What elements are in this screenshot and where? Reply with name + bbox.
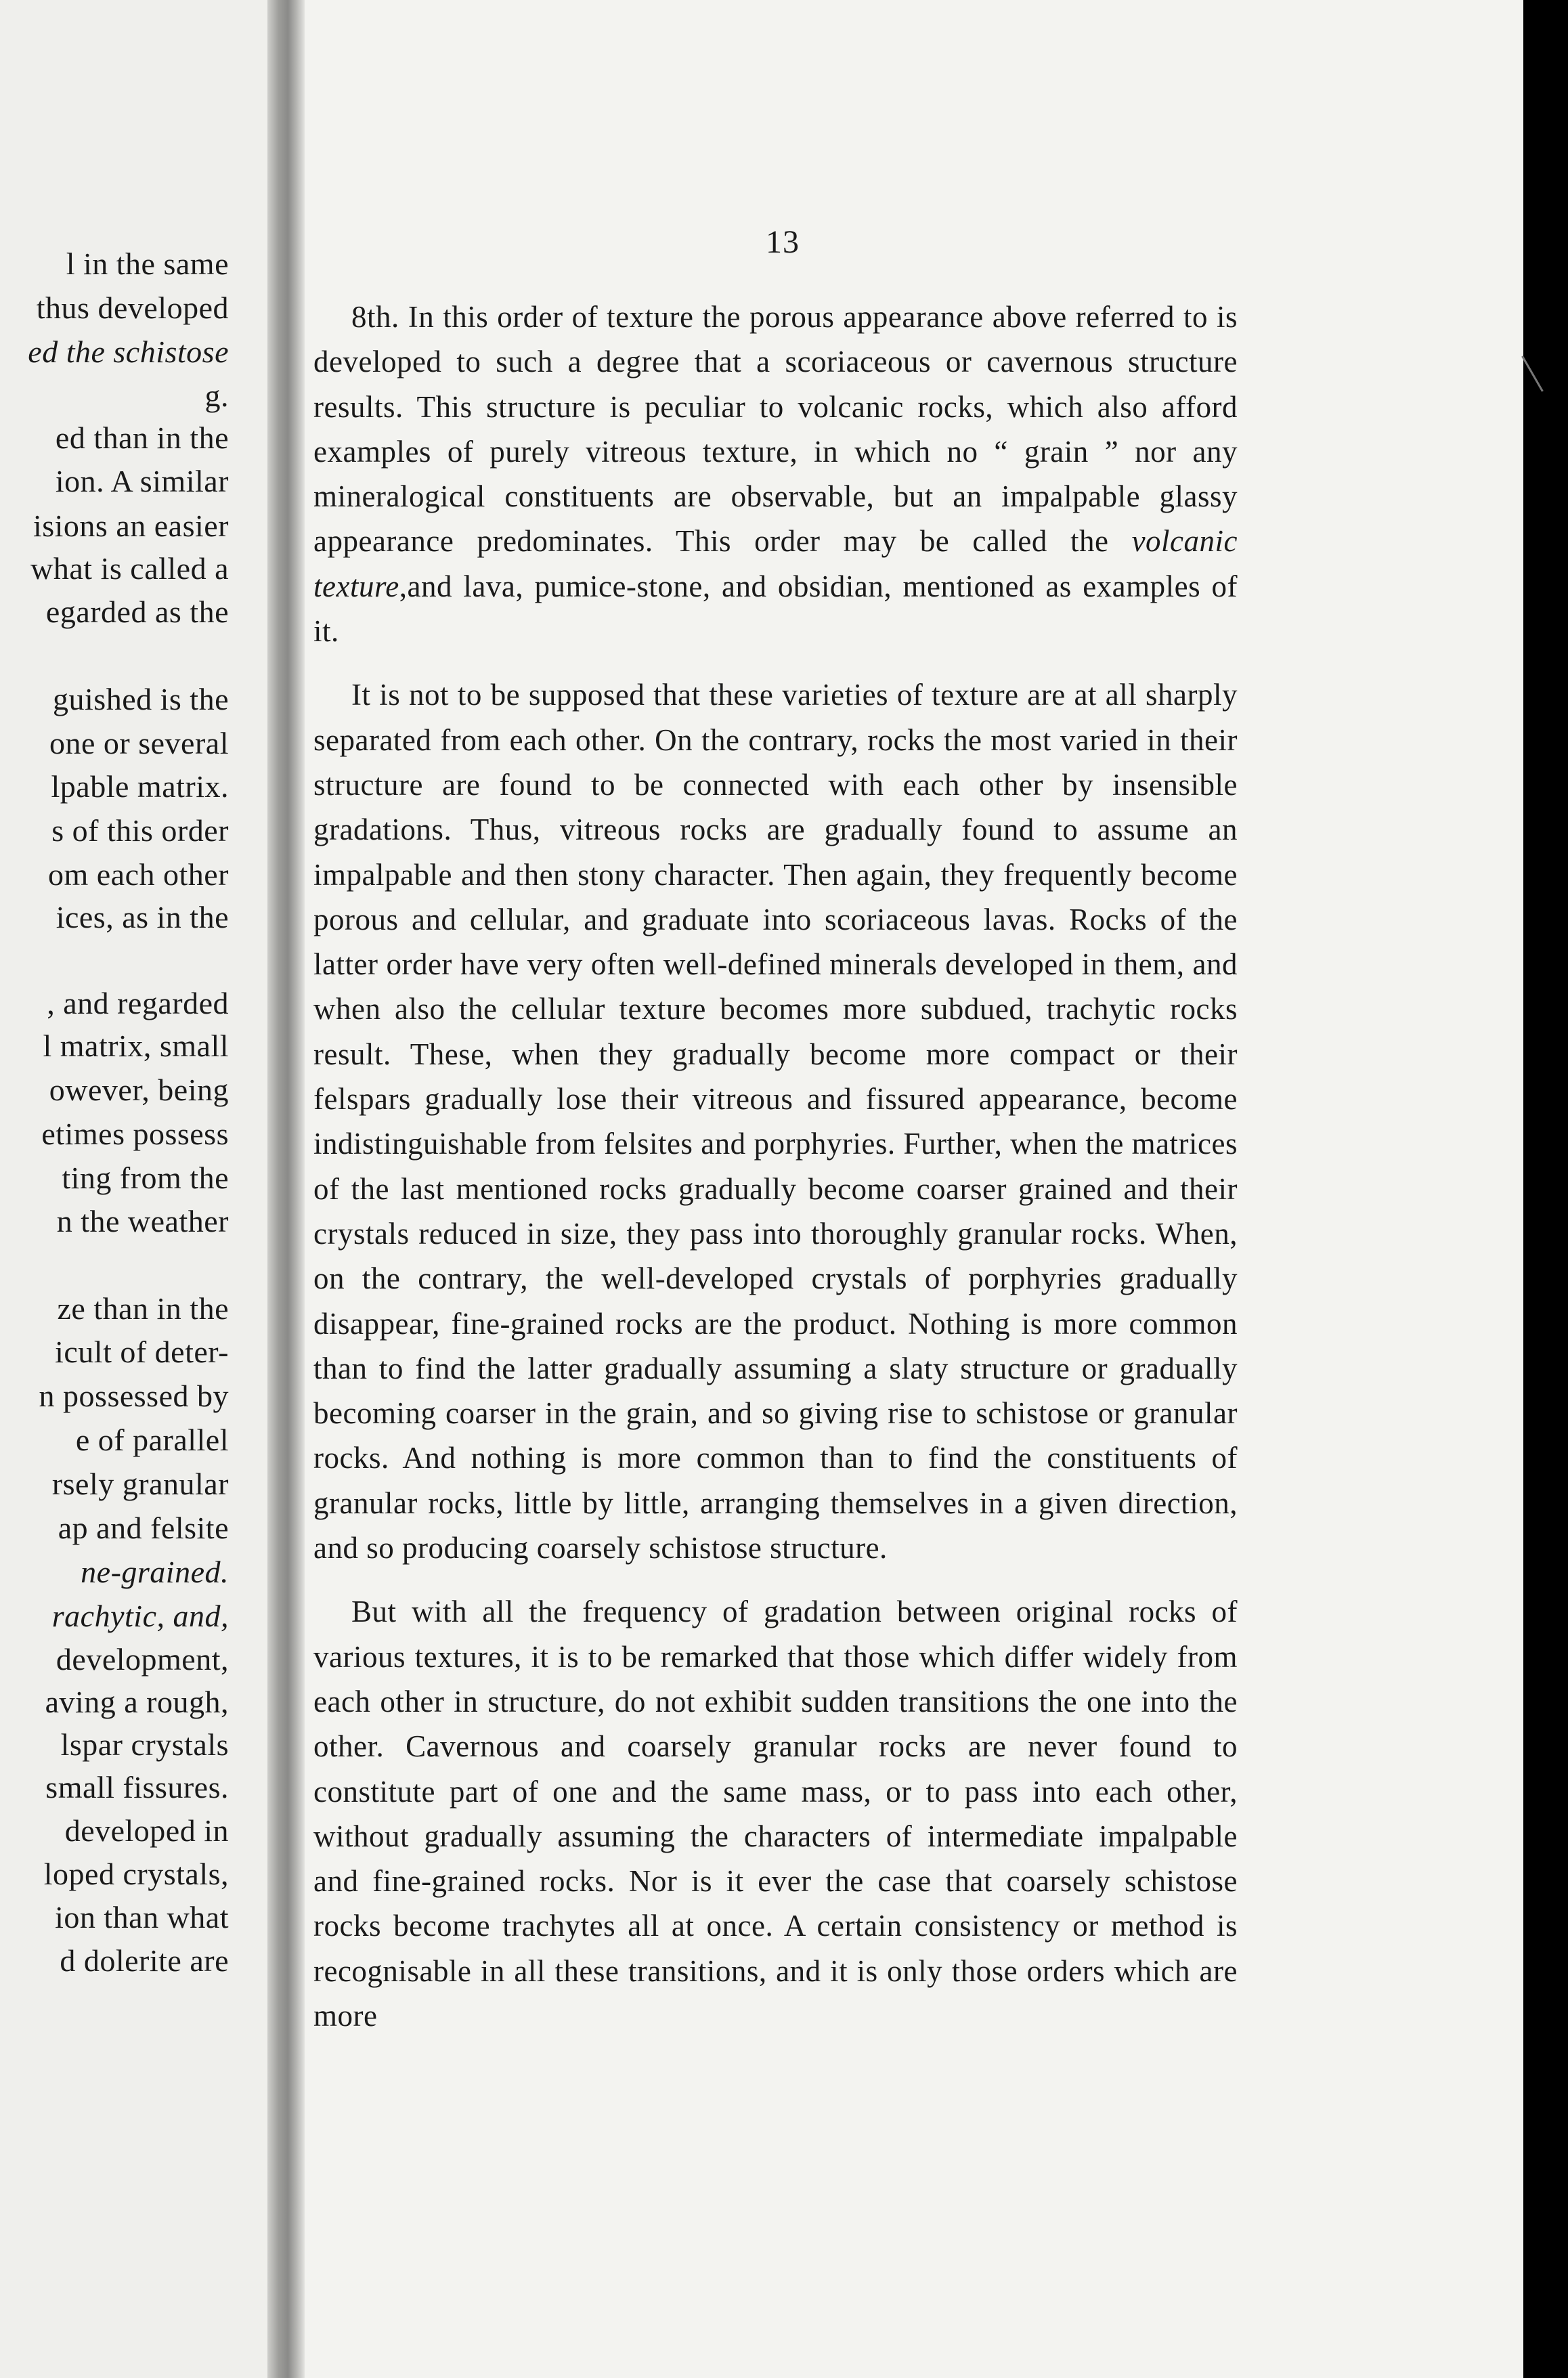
left-page-line: , and regarded [47,986,229,1020]
left-page-line: l in the same [66,246,229,281]
paragraph-eighth-order: 8th. In this order of texture the porous appearance above referred to is developed to such a degree that a scoriaceous or cavernous structure results. This structure is peculiar to volcanic rocks, which also afford examples of purely vitreous texture, in which no “ grain ” nor any mineralogical constituents are observable, but an impalpable glassy appearance predominates. This order may be called the volcanic texture,and lava, pumice-stone, and obsidian, mentioned as examples of it. [313,300,1238,649]
left-page-line: owever, being [49,1073,229,1107]
left-page-line: what is called a [30,551,229,586]
left-page-line: d dolerite are [60,1943,229,1978]
left-page-line: icult of deter- [55,1335,229,1369]
left-page-line: lspar crystals [60,1727,229,1762]
left-page-line: n the weather [56,1204,229,1238]
left-page-line: ne-grained. [81,1555,229,1589]
left-page-line: ting from the [62,1161,229,1195]
left-page-line: om each other [47,857,229,892]
paragraph-transitions: But with all the frequency of gradation between original rocks of various textures, it is to be remarked that those which differ widely from each other in structure, do not exhibit sudden transitions the one into the other. Cavernous and coarsely granular rocks are never found to constitute part of one and the same mass, or to pass into each other, without gradually assuming the characters of intermediate impalpable and fine-grained rocks. Nor is it ever the case that coarsely schistose rocks become trachytes all at once. A certain consistency or method is recognisable in all these transitions, and it is only those orders which are more [313,1595,1238,2033]
left-page-line: aving a rough, [45,1685,229,1719]
left-page-line: thus developed [36,290,229,325]
left-page-line: ed than in the [55,420,229,455]
scan-mark [1521,355,1544,391]
left-page-line: isions an easier [32,509,229,543]
left-page-line: guished is the [53,682,229,716]
left-page-line: etimes possess [41,1117,229,1151]
paragraph-gradations: It is not to be supposed that these varieties of texture are at all sharply separated from each other. On the contrary, rocks the most varied in their structure are found to be connected with each other by insensible gradations. Thus, vitreous rocks are gradually found to assume an impalpable and then stony character. Then again, they frequently become porous and cellular, and graduate into scoriaceous lavas. Rocks of the latter order have very often well-defined minerals developed in them, and when also the cellular texture becomes more subdued, trachytic rocks result. These, when they gradually become more compact or their felspars gradually lose their vitreous and fissured appearance, become indistinguishable from felsites and porphyries. Further, when the matrices of the last mentioned rocks gradually become coarser grained and their crystals reduced in size, they pass into thoroughly granular rocks. When, on the contrary, the well-developed crystals of porphyries gradually disappear, fine-grained rocks are the product. Nothing is more common than to find the latter gradually assuming a slaty structure or gradually becoming coarser in the grain, and so giving rise to schistose or granular rocks. And nothing is more common than to find the constituents of granular rocks, little by little, arranging themselves in a given direction, and so producing coarsely schistose structure. [313,678,1238,1565]
page-number: 13 [766,224,800,260]
left-page-line: ion. A similar [55,464,229,498]
book-gutter [267,0,305,2378]
left-page-line: egarded as the [45,594,229,629]
left-page-line: one or several [49,726,229,760]
left-page-line: small fissures. [45,1770,229,1804]
left-page-line: rachytic, and, [51,1599,229,1633]
term-volcanic-texture: volcanic texture [313,524,1238,603]
left-page-line: e of parallel [75,1423,229,1457]
left-page-line: loped crystals, [43,1857,229,1891]
left-page-line: ap and felsite [58,1511,229,1545]
left-page-line: ed the schistose [28,334,229,369]
left-page-line: l matrix, small [43,1029,229,1063]
left-page-line: developed in [64,1813,229,1848]
body-text [313,295,1238,2038]
left-page-line: ze than in the [57,1291,229,1326]
left-page-line: rsely granular [51,1467,229,1501]
left-page-line: n possessed by [39,1379,229,1413]
left-page-line: ices, as in the [56,900,229,934]
left-page-line: s of this order [51,813,229,848]
left-page-line: lpable matrix. [51,769,229,804]
left-page-line: development, [56,1642,229,1677]
left-page-line: ion than what [55,1900,229,1934]
left-page-fragment [0,0,271,2378]
left-page-line: g. [204,379,229,413]
